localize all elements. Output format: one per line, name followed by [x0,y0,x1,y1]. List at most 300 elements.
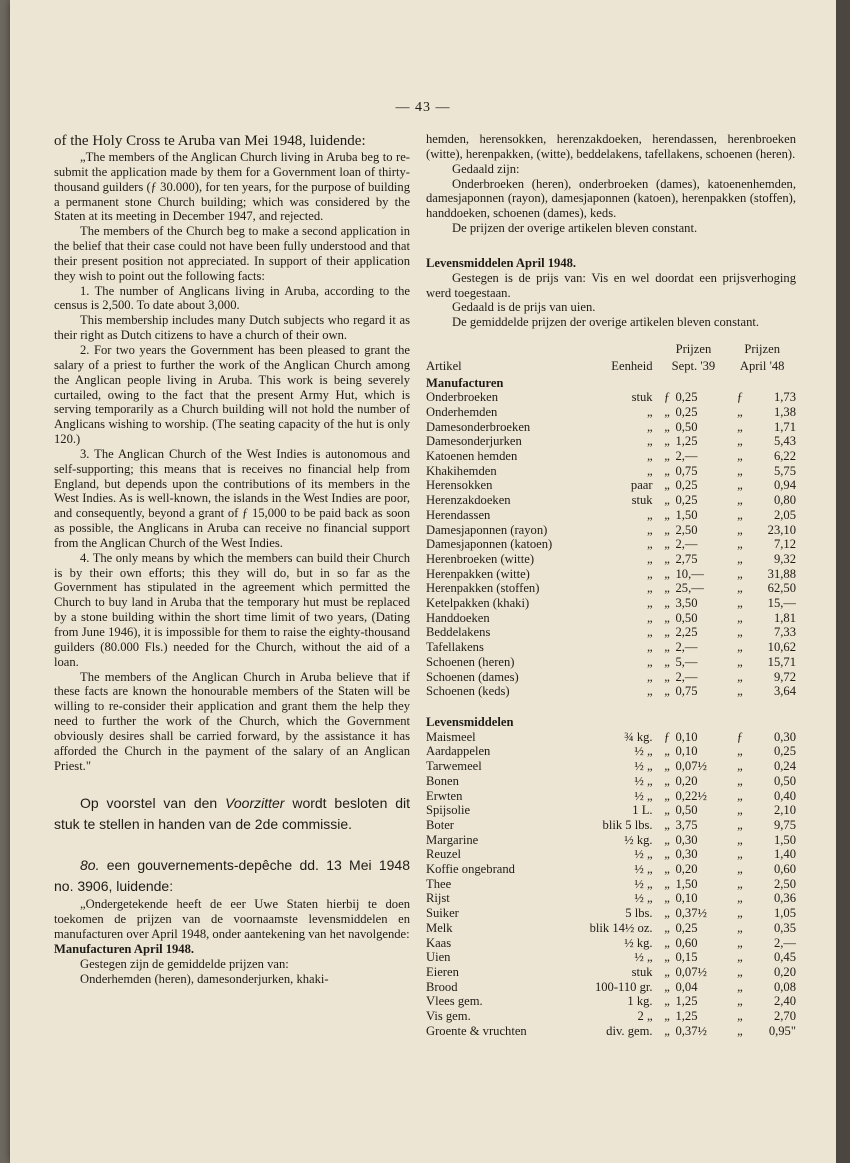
unit-cell: „ [646,640,653,655]
april-price-cell: 0,95" [768,1023,796,1038]
april-currency-cell: „ [737,759,743,774]
table-row [426,405,796,420]
government-letter-intro: „Ondergetekende heeft de eer Uwe Staten hierbij te doen toekomen de prijzen van de voornaamste levensmiddelen en manufacturen over April 1948, onder aantekening van het navolgende: [54,897,410,942]
sept-price-cell: 0,30 [675,832,698,847]
sept-currency-cell: „ [664,876,670,891]
april-price-cell: 1,05 [773,906,796,921]
unit-cell: „ [646,449,653,464]
gedaald-label: Gedaald zijn: [452,161,520,176]
unit-cell: 2 „ [637,1009,653,1024]
table-row [426,730,796,745]
article-cell: Herenzakdoeken [426,493,511,508]
april-price-cell: 0,94 [773,478,796,493]
page-edge [836,0,850,1163]
article-cell: Beddelakens [426,625,491,640]
sept-currency-cell: „ [664,759,670,774]
letter-paragraph-5: 2. For two years the Government has been pleased to grant the salary of a priest to further the work of the Anglican Church among the Anglican people living in Aruba. This work is being severely curtailed, owing to the fact that the present Army Hut, which is serving temporarily as a Church building will not hold the number of Anglicans wishing to worship. (The seating capacity of the hut is only 120.) [54,342,410,447]
table-row [426,862,796,877]
article-cell: Onderhemden [426,404,498,419]
unit-cell: „ [646,507,653,522]
article-cell: Herenpakken (stoffen) [426,581,540,596]
unit-cell: „ [646,669,653,684]
sept-currency-cell: „ [664,581,670,596]
april-currency-cell: „ [737,994,743,1009]
april-currency-cell: ƒ [736,729,744,744]
sept-price-cell: 2,50 [675,522,698,537]
table-row [426,493,796,508]
april-price-cell: 0,50 [773,773,796,788]
april-currency-cell: „ [737,906,743,921]
table-row [426,906,796,921]
unit-cell: ½ „ [634,847,653,862]
unit-cell: „ [646,654,653,669]
sept-price-cell: 3,75 [675,817,698,832]
unit-cell: „ [646,596,653,611]
table-row [426,891,796,906]
sept-currency-cell: „ [664,537,670,552]
unit-cell: „ [646,625,653,640]
april-price-cell: 0,36 [773,891,796,906]
april-price-cell: 0,20 [773,964,796,979]
table-row [426,523,796,538]
april-price-cell: 5,43 [773,434,796,449]
sept-currency-cell: „ [664,950,670,965]
sept-price-cell: 1,25 [675,994,698,1009]
april-currency-cell: „ [737,537,743,552]
col-prijzen-april: Prijzen [744,342,780,357]
april-currency-cell: „ [737,493,743,508]
unit-cell: „ [646,684,653,699]
april-currency-cell: „ [737,551,743,566]
april-price-cell: 0,30 [773,729,796,744]
article-cell: Bonen [426,773,459,788]
april-currency-cell: „ [737,478,743,493]
proposal-paragraph [54,793,410,835]
sept-price-cell: 1,25 [675,1009,698,1024]
april-price-cell: 15,— [767,596,796,611]
letter-paragraph-8: The members of the Anglican Church in Aruba believe that if these facts are known the honourable members of the Staten will be willing to re-consider their application and grant them the help they need to further the work of the Church, which the Government obviously desires shall be carried forward, by the assistance it has afforded the Church in the payment of the salary of an Anglican Priest." [54,669,410,773]
article-cell: Damesjaponnen (katoen) [426,537,553,552]
april-currency-cell: „ [737,507,743,522]
unit-cell: 1 kg. [627,994,653,1009]
april-currency-cell: „ [737,832,743,847]
april-price-cell: 0,40 [773,788,796,803]
article-cell: Vis gem. [426,1009,471,1024]
april-currency-cell: „ [737,817,743,832]
article-cell: Melk [426,920,453,935]
letter-paragraph-6: 3. The Anglican Church of the West Indies is autonomous and self-supporting; this means that is receives no financial help from England, but depends upon the contributions of its members in the West Indies. As is well-known, the islands in the West Indies are poor, and consequently, beyond a grant of ƒ 15,000 to be paid back as soon as possible, the Anglicans in Aruba can receive no financial support from the Anglican Church of the West Indies. [54,446,410,550]
april-price-cell: 1,50 [773,832,796,847]
april-currency-cell: „ [737,581,743,596]
article-cell: Vlees gem. [426,994,483,1009]
april-currency-cell: „ [737,891,743,906]
table-row [426,449,796,464]
article-cell: Handdoeken [426,610,490,625]
sept-currency-cell: „ [664,862,670,877]
col-artikel: Artikel [426,358,462,373]
unit-cell: „ [646,522,653,537]
sept-currency-cell: „ [664,463,670,478]
sept-currency-cell: „ [664,566,670,581]
april-price-cell: 10,62 [767,640,796,655]
sept-currency-cell: „ [664,449,670,464]
article-cell: Herensokken [426,478,493,493]
section-manufacturen: Manufacturen [426,375,504,390]
left-column [54,132,410,987]
april-price-cell: 0,24 [773,759,796,774]
gedaald-paragraph: Onderbroeken (heren), onderbroeken (dames), katoenenhemden, damesjaponnen (rayon), damesjaponnen (katoen), herenpakken (stoffen), handdoeken, schoenen (dames), keds. [426,176,796,221]
sept-price-cell: 0,20 [675,773,698,788]
letter-paragraph-1: „The members of the Anglican Church living in Aruba beg to re-submit the application made by them for a Government loan of thirty-thousand guilders (ƒ 30.000), for ten years, for the purpose of building a permanent stone Church building; which was considered by the Staten at its meeting in December 1947, and rejected. [54,150,410,224]
proposal-prefix: Op voorstel van den [80,795,226,812]
gestegen-items-continued: hemden, herensokken, herenzakdoeken, herendassen, herenbroeken (witte), herenpakken, (witte), beddelakens, tafellakens, schoenen (heren). [426,132,796,161]
sept-currency-cell: „ [664,654,670,669]
article-cell: Schoenen (keds) [426,684,510,699]
april-currency-cell: „ [737,566,743,581]
sept-currency-cell: „ [664,493,670,508]
sept-currency-cell: „ [664,994,670,1009]
april-currency-cell: „ [737,640,743,655]
table-row [426,390,796,405]
sept-currency-cell: „ [664,1009,670,1024]
section-levensmiddelen-label: Levensmiddelen [426,715,514,729]
sept-price-cell: 0,15 [675,950,698,965]
proposal-suffix: wordt besloten dit stuk te stellen in handen van de 2de commissie. [54,795,411,833]
table-row [426,789,796,804]
item-8-paragraph [54,855,410,897]
table-row [426,744,796,759]
april-price-cell: 0,60 [773,862,796,877]
article-cell: Erwten [426,788,463,803]
col-prijzen-sept: Prijzen [675,342,712,357]
sept-price-cell: 3,50 [675,596,698,611]
sept-price-cell: 1,25 [675,434,698,449]
april-price-cell: 0,35 [773,920,796,935]
table-header-row-1 [426,342,796,359]
april-currency-cell: „ [737,876,743,891]
sept-price-cell: 5,— [675,654,698,669]
table-row [426,818,796,833]
unit-cell: ½ „ [634,744,653,759]
gestegen-items-start: Onderhemden (heren), damesonderjurken, khaki- [80,971,329,986]
april-price-cell: 2,50 [773,876,796,891]
article-cell: Herenpakken (witte) [426,566,530,581]
table-row [426,774,796,789]
letter-paragraph-7: 4. The only means by which the members can build their Church is by their own efforts; this they will do, but in so far as the Government has stipulated in the agreement which permitted the Church to buy land in Aruba that the temporary hut must be replaced by a stone building within the short time limit of two years, (Dating from June 1946), it is impossible for them to raise the eighty-thousand guilders (80.000 Fls.) needed for the Church, without the aid of a loan. [54,550,410,669]
april-price-cell: 2,— [773,935,796,950]
sept-currency-cell: „ [664,684,670,699]
april-currency-cell: „ [737,463,743,478]
april-currency-cell: „ [737,803,743,818]
col-sept-39: Sept. '39 [671,358,716,373]
article-cell: Schoenen (dames) [426,669,519,684]
table-row [426,552,796,567]
manufacturen-heading: Manufacturen April 1948. [54,941,195,956]
table-row [426,478,796,493]
sept-price-cell: 0,50 [675,419,698,434]
table-row [426,581,796,596]
april-currency-cell: „ [737,610,743,625]
unit-cell: „ [646,434,653,449]
sept-currency-cell: „ [664,640,670,655]
article-cell: Khakihemden [426,463,497,478]
april-currency-cell: „ [737,625,743,640]
sept-currency-cell: „ [664,507,670,522]
article-cell: Damesjaponnen (rayon) [426,522,548,537]
article-cell: Katoenen hemden [426,449,518,464]
april-price-cell: 1,71 [773,419,796,434]
article-cell: Herenbroeken (witte) [426,551,535,566]
article-cell: Margarine [426,832,479,847]
unit-cell: 5 lbs. [625,906,653,921]
unit-cell: stuk [631,964,653,979]
april-price-cell: 7,12 [773,537,796,552]
sept-currency-cell: „ [664,788,670,803]
article-cell: Damesonderbroeken [426,419,531,434]
sept-currency-cell: „ [664,920,670,935]
sept-price-cell: 10,— [675,566,704,581]
april-price-cell: 1,73 [773,390,796,405]
unit-cell: ½ „ [634,891,653,906]
levensmiddelen-heading: Levensmiddelen April 1948. [426,255,577,270]
april-price-cell: 9,32 [773,551,796,566]
table-row [426,655,796,670]
table-row [426,1009,796,1024]
april-price-cell: 31,88 [767,566,796,581]
table-row [426,434,796,449]
letter-paragraph-4: This membership includes many Dutch subjects who regard it as their right as Dutch citizens to have a church of their own. [54,313,410,343]
sept-price-cell: 0,10 [675,744,698,759]
sept-price-cell: 0,30 [675,847,698,862]
unit-cell: ¾ kg. [624,729,653,744]
april-currency-cell: „ [737,964,743,979]
sept-price-cell: 25,— [675,581,704,596]
unit-cell: ½ kg. [624,832,653,847]
april-currency-cell: „ [737,862,743,877]
april-currency-cell: „ [737,404,743,419]
april-price-cell: 0,08 [773,979,796,994]
sept-currency-cell: „ [664,625,670,640]
unit-cell: ½ „ [634,950,653,965]
unit-cell: 1 L. [632,803,653,818]
unit-cell: blik 5 lbs. [602,817,653,832]
table-row [426,1024,796,1039]
sept-currency-cell: „ [664,419,670,434]
sept-currency-cell: „ [664,404,670,419]
table-row [426,611,796,626]
sept-price-cell: 0,25 [675,920,698,935]
april-price-cell: 1,81 [773,610,796,625]
april-price-cell: 2,40 [773,994,796,1009]
article-cell: Schoenen (heren) [426,654,515,669]
col-eenheid: Eenheid [611,358,653,373]
sept-currency-cell: „ [664,935,670,950]
table-row [426,803,796,818]
april-currency-cell: „ [737,419,743,434]
document-page [10,0,836,1163]
article-cell: Ketelpakken (khaki) [426,596,530,611]
table-row [426,670,796,685]
april-price-cell: 9,75 [773,817,796,832]
item-8-text: een gouvernements-depêche dd. 13 Mei 1948 no. 3906, luidende: [54,857,410,895]
unit-cell: „ [646,610,653,625]
table-row [426,567,796,582]
sept-price-cell: 0,50 [675,610,698,625]
sept-currency-cell: „ [664,847,670,862]
left-heading: of the Holy Cross te Aruba van Mei 1948, luidende: [54,133,366,149]
april-currency-cell: „ [737,1023,743,1038]
unit-cell: ½ „ [634,759,653,774]
april-currency-cell: „ [737,522,743,537]
sept-price-cell: 0,25 [675,493,698,508]
april-price-cell: 3,64 [773,684,796,699]
sept-price-cell: 0,25 [675,478,698,493]
sept-currency-cell: „ [664,964,670,979]
april-price-cell: 2,05 [773,507,796,522]
sept-price-cell: 0,22½ [675,788,707,803]
article-cell: Thee [426,876,452,891]
april-price-cell: 62,50 [767,581,796,596]
april-price-cell: 0,80 [773,493,796,508]
page-number: — 43 — [395,100,451,115]
sept-price-cell: 0,37½ [675,1023,707,1038]
april-price-cell: 7,33 [773,625,796,640]
article-cell: Rijst [426,891,450,906]
section-levensmiddelen [426,713,796,730]
article-cell: Koffie ongebrand [426,862,515,877]
table-gap [426,699,796,713]
april-price-cell: 0,25 [773,744,796,759]
table-row [426,420,796,435]
article-cell: Herendassen [426,507,491,522]
sept-currency-cell: „ [664,434,670,449]
april-currency-cell: „ [737,449,743,464]
sept-price-cell: 0,10 [675,729,698,744]
table-row [426,537,796,552]
table-row [426,877,796,892]
unit-cell: ½ kg. [624,935,653,950]
april-currency-cell: „ [737,654,743,669]
article-cell: Aardappelen [426,744,491,759]
sept-currency-cell: „ [664,1023,670,1038]
article-cell: Tafellakens [426,640,484,655]
sept-currency-cell: „ [664,744,670,759]
article-cell: Groente & vruchten [426,1023,527,1038]
april-currency-cell: „ [737,744,743,759]
sept-price-cell: 0,07½ [675,964,707,979]
sept-currency-cell: „ [664,832,670,847]
article-cell: Brood [426,979,458,994]
table-row [426,464,796,479]
table-header-row-2 [426,359,796,374]
proposal-italic: Voorzitter [225,795,285,812]
sept-currency-cell: „ [664,522,670,537]
table-row [426,980,796,995]
unit-cell: „ [646,537,653,552]
unit-cell: „ [646,419,653,434]
sept-price-cell: 0,25 [675,390,698,405]
april-price-cell: 2,10 [773,803,796,818]
article-cell: Kaas [426,935,452,950]
april-price-cell: 6,22 [773,449,796,464]
sept-currency-cell: „ [664,979,670,994]
sept-price-cell: 0,20 [675,862,698,877]
sept-price-cell: 0,04 [675,979,698,994]
sept-price-cell: 2,25 [675,625,698,640]
sept-price-cell: 2,— [675,640,698,655]
unit-cell: „ [646,566,653,581]
unit-cell: div. gem. [606,1023,653,1038]
table-row [426,833,796,848]
article-cell: Tarwemeel [426,759,482,774]
article-cell: Maismeel [426,729,476,744]
article-cell: Boter [426,817,454,832]
unit-cell: „ [646,581,653,596]
sept-currency-cell: „ [664,817,670,832]
sept-price-cell: 0,50 [675,803,698,818]
sept-price-cell: 0,37½ [675,906,707,921]
right-column [426,132,796,1038]
april-currency-cell: „ [737,434,743,449]
table-row [426,684,796,699]
table-row [426,994,796,1009]
april-price-cell: 15,71 [767,654,796,669]
april-price-cell: 1,38 [773,404,796,419]
sept-price-cell: 2,— [675,669,698,684]
unit-cell: ½ „ [634,773,653,788]
sept-currency-cell: ƒ [663,729,671,744]
table-row [426,596,796,611]
unit-cell: „ [646,551,653,566]
article-cell: Spijsolie [426,803,471,818]
col-april-48: April '48 [739,358,785,373]
april-price-cell: 9,72 [773,669,796,684]
sept-currency-cell: „ [664,610,670,625]
sept-price-cell: 0,75 [675,684,698,699]
lev-gedaald-line: Gedaald is de prijs van uien. [452,300,596,315]
article-cell: Suiker [426,906,459,921]
table-row [426,936,796,951]
table-row [426,965,796,980]
april-currency-cell: „ [737,596,743,611]
sept-price-cell: 0,25 [675,404,698,419]
sept-price-cell: 2,— [675,449,698,464]
sept-price-cell: 0,10 [675,891,698,906]
unit-cell: stuk [631,390,653,405]
unit-cell: „ [646,404,653,419]
item-8-number: 8o. [80,857,100,874]
april-currency-cell: „ [737,788,743,803]
april-currency-cell: „ [737,920,743,935]
april-currency-cell: „ [737,979,743,994]
sept-currency-cell: „ [664,803,670,818]
sept-currency-cell: „ [664,669,670,684]
price-table [426,342,796,1038]
unit-cell: stuk [631,493,653,508]
unit-cell: 100-110 gr. [594,979,653,994]
article-cell: Damesonderjurken [426,434,522,449]
april-currency-cell: „ [737,773,743,788]
sept-currency-cell: „ [664,551,670,566]
unit-cell: ½ „ [634,862,653,877]
lev-gestegen-paragraph: Gestegen is de prijs van: Vis en wel doordat een prijsverhoging werd toegestaan. [426,270,796,300]
table-row [426,950,796,965]
sept-price-cell: 0,75 [675,463,698,478]
article-cell: Eieren [426,964,459,979]
table-row [426,640,796,655]
april-currency-cell: „ [737,950,743,965]
constant-line: De prijzen der overige artikelen bleven constant. [452,221,698,236]
